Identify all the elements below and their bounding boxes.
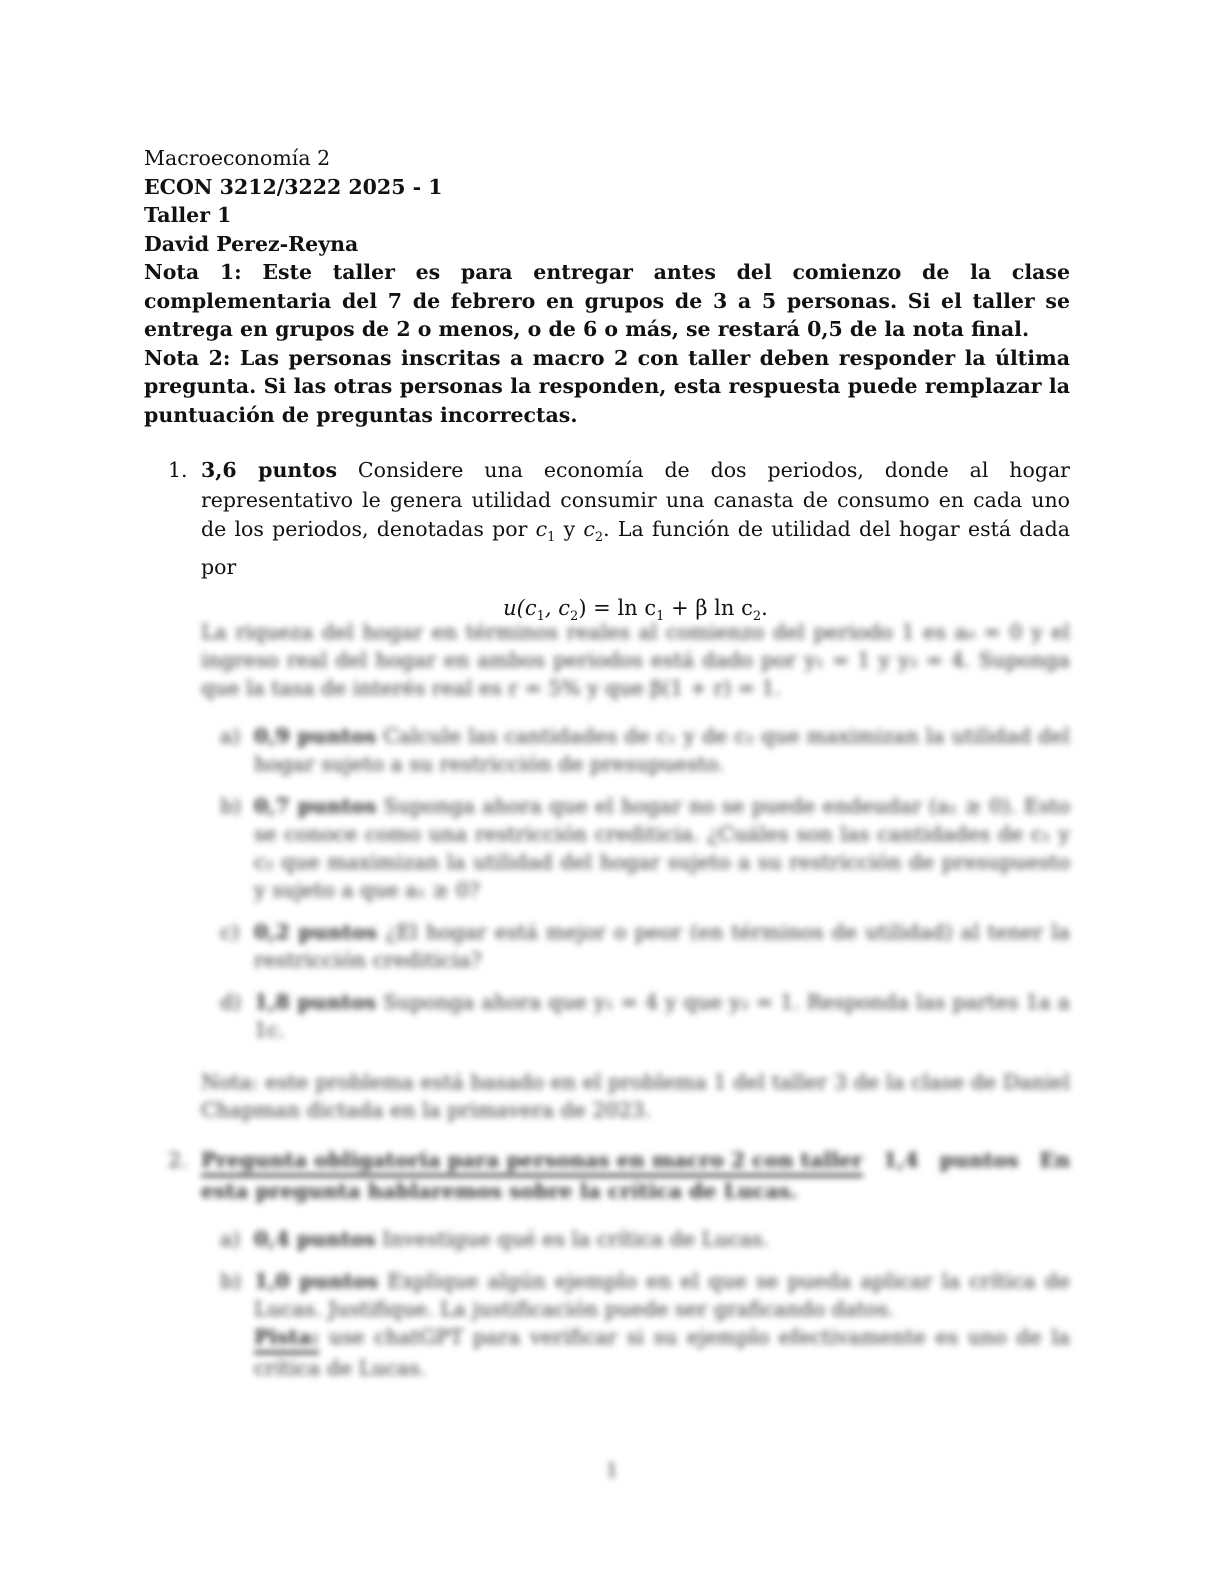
nota-2-label: Nota 2:	[144, 345, 231, 370]
question-1-paragraph: La riqueza del hogar en términos reales al comienzo del periodo 1 es a₀ = 0 y el ingreso real del hogar en ambos periodos está dado por y₁ = 1 y y₂ = 4. Suponga que la tasa de interés real es r = 5% y que β(1 + r) = 1.	[201, 620, 1070, 700]
question-1-body	[201, 456, 1070, 582]
question-2-body	[201, 1146, 1070, 1205]
q2-sub-item-a-text: Investigue qué es la crítica de Lucas.	[382, 1227, 770, 1251]
question-1-note: Nota: este problema está basado en el problema 1 del taller 3 de la clase de Daniel Chapman dictada en la primavera de 2023.	[201, 1070, 1070, 1122]
eq-sub-c: 1	[656, 609, 665, 625]
sub-item-c-points: 0,2 puntos	[254, 920, 378, 944]
q2-tip-text: use chatGPT para verificar si su ejemplo efectivamente es uno de la crítica de Lucas.	[254, 1325, 1070, 1380]
sub-item-a	[220, 722, 1070, 778]
sub-item-a-text: Calcule las cantidades de c₁ y de c₂ que maximizan la utilidad del hogar sujeto a su restricción de presupuesto.	[254, 724, 1070, 776]
eq-sub-d: 2	[752, 609, 762, 625]
var-c1: c	[535, 517, 548, 541]
question-1-points: 3,6 puntos	[201, 458, 338, 482]
question-2-text: 1,4 puntos En esta pregunta hablaremos sobre la crítica de Lucas.	[201, 1148, 1070, 1203]
sub-item-b	[220, 792, 1070, 904]
q2-sub-item-b	[220, 1267, 1070, 1382]
sub-item-a-points: 0,9 puntos	[254, 724, 377, 748]
sub-item-d-label: d)	[220, 990, 242, 1014]
var-c2: c	[583, 517, 595, 541]
question-2	[144, 1146, 1070, 1205]
course-title: Macroeconomía 2	[144, 146, 331, 170]
question-1-text-a: Considere una economía de dos periodos, donde al hogar representativo le genera utilidad consumir una canasta de consumo en cada uno de los periodos, denotadas por	[201, 458, 1070, 541]
question-1-text-b: . La función de utilidad del hogar está dada por	[201, 517, 1070, 579]
sub-2: 2	[594, 530, 604, 546]
sub-item-b-points: 0,7 puntos	[254, 794, 377, 818]
nota-2-text: Las personas inscritas a macro 2 con taller deben responder la última pregunta. Si las otras personas la responden, esta respuesta puede remplazar la puntuación de preguntas incorrectas.	[144, 345, 1071, 427]
eq-sub-a: 1	[536, 609, 545, 625]
author-name: David Perez-Reyna	[144, 231, 359, 256]
q2-sub-item-b-text: Explique algún ejemplo en el que se pueda aplicar la crítica de Lucas. Justifique. La justificación puede ser graficando datos.	[254, 1269, 1070, 1321]
eq-part-rhs: ) = ln c	[578, 596, 657, 621]
blurred-content	[144, 618, 1070, 1382]
q2-sub-item-a-label: a)	[220, 1227, 241, 1251]
sub-item-d-points: 1,8 puntos	[254, 990, 377, 1014]
q2-sub-item-b-label: b)	[220, 1269, 242, 1293]
eq-sub-b: 2	[570, 609, 579, 625]
page-number: 1	[605, 1458, 619, 1482]
question-1	[144, 456, 1070, 624]
eq-part-mid: , c	[544, 596, 571, 621]
nota-1-label: Nota 1:	[144, 260, 242, 284]
eq-part-beta: + β ln c	[664, 596, 753, 621]
sub-item-d	[220, 988, 1070, 1044]
eq-part-end: .	[761, 596, 768, 621]
nota-2	[144, 344, 1070, 430]
question-2-title: Pregunta obligatoria para personas en macro 2 con taller	[201, 1146, 863, 1177]
question-2-number: 2.	[168, 1148, 188, 1172]
sub-item-c-text: ¿El hogar está mejor o peor (en términos de utilidad) al tener la restricción crediticia?	[254, 920, 1070, 972]
course-code: ECON 3212/3222 2025 - 1	[144, 174, 443, 199]
q2-sub-item-a	[220, 1225, 1070, 1253]
sub-item-d-text: Suponga ahora que y₁ = 4 y que y₂ = 1. Responda las partes 1a a 1c.	[254, 990, 1070, 1042]
sub-item-c-label: c)	[220, 920, 240, 944]
nota-1	[144, 258, 1070, 344]
document-header	[144, 144, 1070, 429]
sub-item-c	[220, 918, 1070, 974]
sub-item-b-label: b)	[220, 794, 242, 818]
nota-1-text: Este taller es para entregar antes del comienzo de la clase complementaria del 7 de febrero en grupos de 3 a 5 personas. Si el taller se entrega en grupos de 2 o menos, o de 6 o más, se restará 0,5 de la nota final.	[144, 260, 1070, 341]
q2-sub-item-a-points: 0,4 puntos	[254, 1227, 376, 1251]
eq-part-lhs: u(c	[503, 596, 537, 621]
q2-sub-item-b-points: 1,0 puntos	[254, 1269, 379, 1293]
sub-1: 1	[547, 530, 556, 546]
assignment-title: Taller 1	[144, 203, 232, 227]
question-1-number: 1.	[168, 458, 188, 482]
word-and: y	[563, 517, 576, 541]
sub-item-a-label: a)	[220, 724, 241, 748]
sub-item-b-text: Suponga ahora que el hogar no se puede endeudar (a₁ ≥ 0). Esto se conoce como una restricción crediticia. ¿Cuáles son las cantidades de c₁ y c₂ que maximizan la utilidad del hogar sujeto a su restricción de presupuesto y sujeto a que a₁ ≥ 0?	[254, 794, 1070, 902]
q2-tip-label: Pista:	[254, 1323, 319, 1354]
